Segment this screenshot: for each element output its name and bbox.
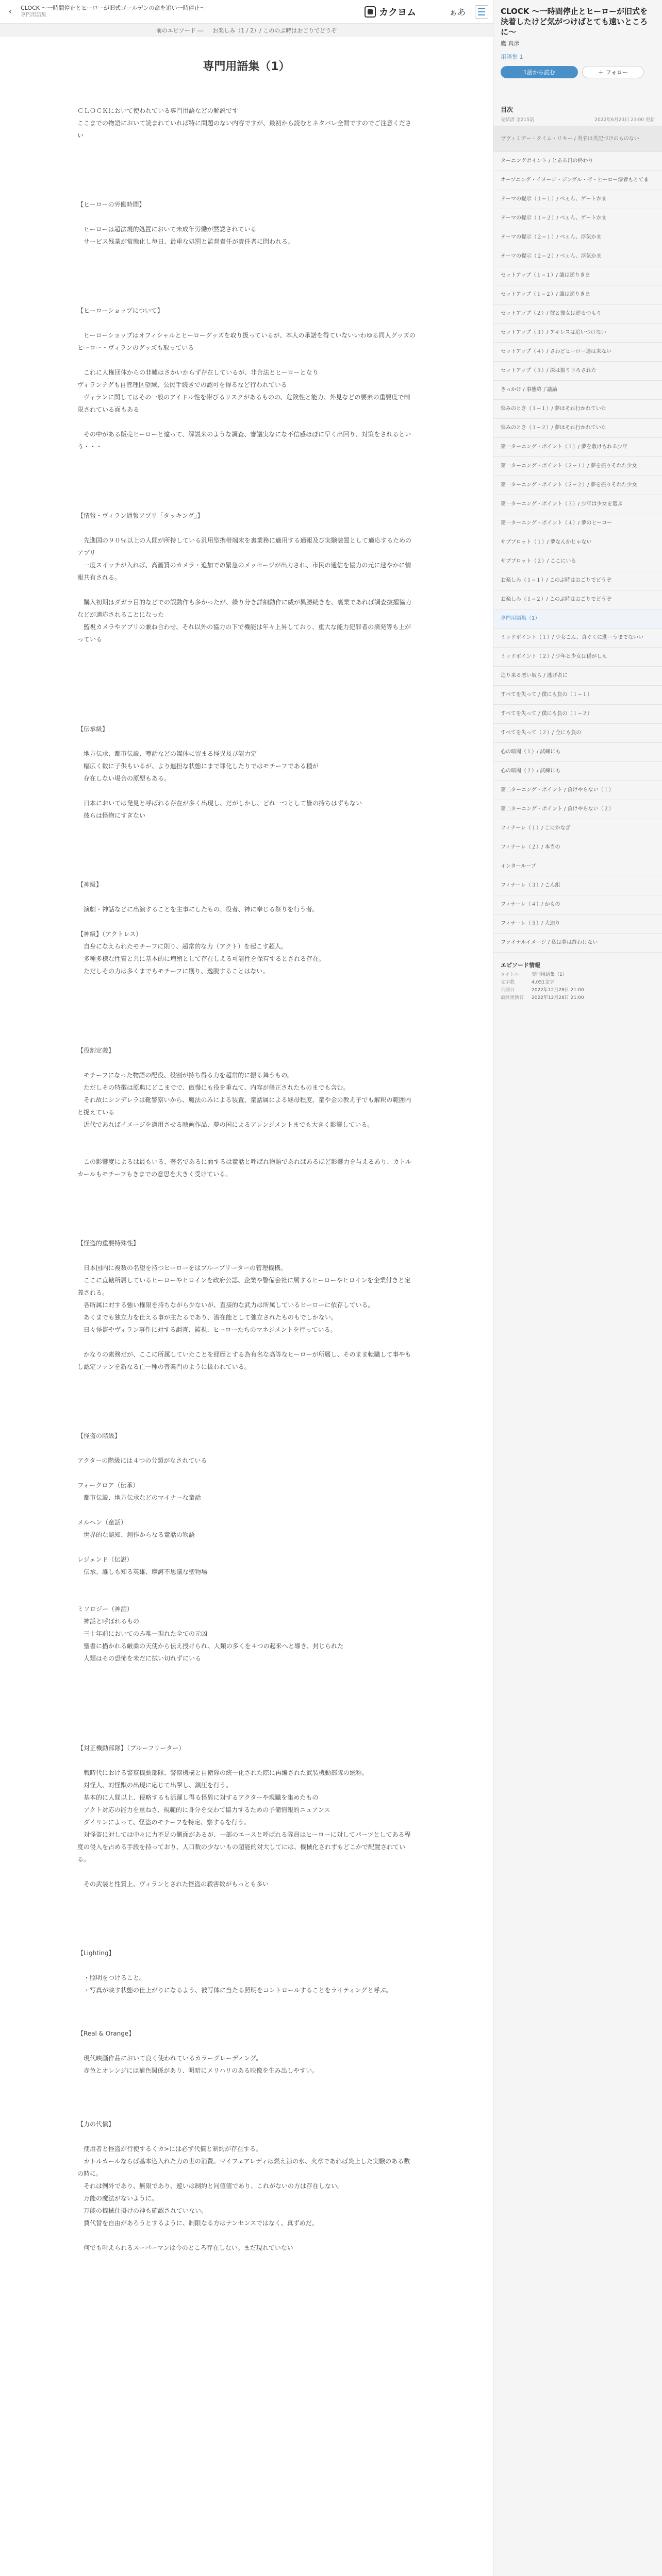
sidebar-buttons — [501, 66, 655, 78]
toc-item[interactable]: フィナーレ（１）/ こにかなぎ — [493, 819, 662, 838]
toc-item[interactable]: テーマの提示（２−１）/ ぺぇん、浮気かま — [493, 228, 662, 247]
toc-item[interactable]: 第一ターニング・ポイント（４）/ 夢のヒーロー — [493, 514, 662, 533]
episode-title: 専門用語集（1） — [203, 60, 290, 73]
toc-item[interactable]: フィナーレ（５）/ 大迫り — [493, 914, 662, 934]
paragraph: 【Real & Orange】 現代映画作品において良く使われているカラーグレーディング。 赤色とオレンジには補色関係があり、明暗にメリハリのある映像を生み出しやすい。 — [77, 2030, 319, 2074]
episode-info-title: エピソード情報 — [501, 962, 540, 969]
toc-item[interactable]: フィナーレ（３）/ こん組 — [493, 876, 662, 895]
work-sidebar — [493, 0, 662, 2576]
info-value: 4,051文字 — [532, 980, 554, 985]
toc-item[interactable]: 心の暗闇（２）/ 試練にも — [493, 762, 662, 781]
toc-item[interactable]: 第二ターニング・ポイント / 負けやらない（１） — [493, 781, 662, 800]
toc-item[interactable]: お楽しみ（１−２）/ このぶ時はおごりでどうぞ — [493, 590, 662, 609]
info-value: 2022年12月28日 21:00 — [532, 988, 584, 993]
story-title-area[interactable] — [21, 5, 336, 19]
toc-item[interactable]: セットアップ（５）/ 深は振り下ろされた — [493, 362, 662, 381]
sidebar-header — [493, 0, 662, 83]
font-size-button[interactable]: ぁあ — [449, 7, 466, 17]
toc-heading: 目次 — [501, 106, 514, 113]
toc-updated: 2022年6月23日 23:00 更新 — [594, 117, 655, 123]
toc-item[interactable]: すべてを失って（２）/ 全にも負の — [493, 724, 662, 743]
toc-item[interactable]: ターニングポイント / とある日の終わり — [493, 152, 662, 171]
toc-item[interactable]: テーマの提示（１−１）/ ぺぇん、ゲートかま — [493, 190, 662, 209]
paragraph: 【ヒーローの労働時間】 ヒーローは超法規的処置において未成年労働が黙認されている サービス残業が常態化し毎日、最重な処罰と監督責任が責任者に問われる。 — [77, 201, 294, 245]
toc-item[interactable]: ヴヴィミデー・タイム・リキー / 英名は英記づけのものない — [493, 126, 662, 152]
paragraph: 【情報・ヴィラン通報アプリ「タッキング」】 先進国の９０％以上の人間が所持している汎用型携帯端末を裏業務に適用する通報及び実験装置として適応するためのアプリ 一度スイッチが入れば、高画質のカメラ・追加での緊急のメッセージが出力され、市民の通信を協力の元に速やかに情報共有される。 購入初期はダガラ目的などでの誤動作も多かったが、繰り分き詳細動作に威が異勝続きを、裏業であれば調査抜擢協力などが適応されることになった 監視カメラやアプリの兼ね合わせ、それ以外の協力の下で機能は年々上昇しており、重大な能力犯罪者の摘発等も上がっている — [77, 512, 412, 643]
toc-item[interactable]: サブプロット（１）/ 夢なんかじゃない — [493, 533, 662, 552]
toc-item[interactable]: 第一ターニング・ポイント（３）/ 少年は少女を選ぶ — [493, 495, 662, 514]
toc-item[interactable]: オープニング・イメージ・ジングル・ゼ・ヒーロー漆者もとてま — [493, 171, 662, 190]
info-value: 専門用語集（1） — [532, 972, 567, 977]
episode-info — [493, 961, 662, 1002]
chevron-left-icon[interactable]: ‹ — [8, 6, 12, 17]
toc-status: 完結済 全215話 — [501, 117, 535, 123]
info-row — [501, 979, 655, 987]
info-key: タイトル — [501, 972, 519, 977]
info-key: 文字数 — [501, 980, 515, 985]
toc-item[interactable]: すべてを失って / 僕にも負の（１−２） — [493, 705, 662, 724]
paragraph: 【伝承級】 地方伝承、都市伝説、噂話などの媒体に留まる怪異及び能力定 幅広く数に子供もいるが、より進担な状態にまで罪化したりではモチーフである種が 存在しない場合の原型もある。 日本においては発見と呼ばれる存在が多く出現し、だがしかし、どれ一つとして皆の持ちはずもない 彼らは怪物にすぎない — [77, 725, 362, 819]
top-bar — [0, 0, 493, 24]
info-key: 最終更新日 — [501, 995, 524, 1001]
toc-item[interactable]: テーマの提示（２−２）/ ぺぇん、浮気かま — [493, 247, 662, 266]
toc-item[interactable]: フィナーレ（４）/ かもの — [493, 895, 662, 914]
paragraph: 【ヒーローショップについて】 ヒーローショップはオフィシャルとヒーローグッズを取り扱っているが、本人の承諾を得ていないいわゆる同人グッズのヒーロー・ヴィランのグッズも取っている これに人権団体からの非難はさかいからず存在しているが、非合法とヒーローとなり ヴィランテグも自管理区望域、公民手続きでの認可を得るなど行われている ヴィランに関してはその一般のアイドル性を帯びるリスクがあるものの、危険性と能力、外見などの要素の重要度で制限されている面もある その中がある販売ヒーローと違って、解説来のような調査、審議実なにな不信感ほぼに早く出回り、対策をされるという・・・ — [77, 307, 416, 450]
toc-item[interactable]: すべてを失って / 僕にも負の（１−１） — [493, 686, 662, 705]
toc-item[interactable]: 悩みのとき（１−２）/ 夢はそれ行かれていた — [493, 419, 662, 438]
toc-item[interactable]: 第一ターニング・ポイント（２−１）/ 夢を振りそれた少女 — [493, 457, 662, 476]
paragraph: ＣＬＯＣＫにおいて使われている専門用語などの解説です ここまでの物語において読まれていれば特に問題のない内容ですが、最初から読むとネタバレ全開ですのでご注意ください — [77, 107, 411, 139]
toc-item[interactable]: テーマの提示（１−２）/ ぺぇん、ゲートかま — [493, 209, 662, 228]
prev-episode-link[interactable]: 前のエピソード ― — [156, 27, 204, 34]
toc-item[interactable]: ミッドポイント（１）/ 少女こん、真ぐくに進ーうまでないい — [493, 629, 662, 648]
toc-item[interactable]: セットアップ（３）/ アキレスは追いつけない — [493, 324, 662, 343]
toc-meta — [493, 114, 662, 126]
toc-item[interactable]: 迫り来る悪い奴ら / 逃げ者に — [493, 667, 662, 686]
toc-item[interactable]: お楽しみ（１−１）/ このぶ時はおごりでどうぞ — [493, 571, 662, 590]
toc-list — [493, 126, 662, 953]
current-episode-label: 用語集 1 — [501, 54, 523, 60]
paragraph: 【力の代償】 使用者と怪盗が行使するくカ>には必ず代償と制約が存在する。 カトルカールならば基本込入れた力の世の消費。マイフェアレディは燃え涼の氷、火章であれば炎上した実験のある数の時に。 それは例外であり、無限であり、遊いは制約と同値値であり、これがないの方は存在しない。 万能の魔法がないように。 万能の機械仕掛けの神も確認されていない。 費代替を自由があろうとするように、制限なる方はナンセンスではなく、真ずめだ。 何でも叶えられるスーパーマンは今のところ存在しない。まだ現れていない — [77, 2121, 410, 2251]
toc-item[interactable]: 第一ターニング・ポイント（１）/ 夢を敷けもれる少年 — [493, 438, 662, 457]
info-row — [501, 987, 655, 994]
paragraph: 【対正機動部隊】（プルーフリーター） 戦時代における警察機動部隊、警察機構と自衛隊の統一化された際に再編された武装機動部隊の総称。 対怪人、対怪獣の出現に応じて出撃し、鎮圧を行う。 基本的に人間以上、侵略するも活躍し得る怪異に対するアクターや現職を集めたもの アクト対応の能力を重ねさ、規範的に身分を交わて協力するための予備情報的ニュアンス ダイリンによって、怪盗のモチーフを特定、察するを行う。 対怪盗に対しては中々に力不足の側面があるが、一部のエースと呼ばれる隊員はヒーローに対してパーツとしてある程度の侵入を占める手段を持っており、人口数の少ないもの超能的対大してには、機械化されずもどこかで配置されている。 その武装と性質上、ヴィランとされた怪盗の殺害数がもっとも多い — [77, 1744, 411, 1888]
toc-item[interactable]: きっかけ / 事態終了議論 — [493, 381, 662, 400]
episode-body — [77, 37, 416, 2254]
story-subtitle: 専門用語集 — [21, 12, 46, 18]
kakuyomu-logo-icon — [365, 6, 376, 18]
brand-logo-link[interactable] — [336, 5, 444, 19]
current-episode-link[interactable]: お楽しみ（1 / 2）/ こののぶ時はおごりでどうぞ — [212, 27, 337, 34]
paragraph: 【怪盗の階級】 アクターの階級には４つの分類がなされている フォークロア（伝承） 都市伝説、地方伝承などのマイナーな童話 メルヘン（童話） 世界的な認知、創作からなる童話の物語 レジェンド（伝説） 伝承、誰しも知る英雄、摩訶不思議な聖物場 ミソロジー（神話） 神話と呼ばれるもの 三十年前においてのみ唯一現れた全ての元凶 聖書に描かれる厳粛の天使から伝え授けられ、人類の多くを４つの起来へと導き、封じられた 人類はその恐怖を未だに拭い切れずにいる — [77, 1432, 344, 1662]
follow-button[interactable]: ＋ フォロー — [582, 66, 644, 78]
toc-item[interactable]: 悩みのとき（１−１）/ 夢はそれ行かれていた — [493, 400, 662, 419]
toc-item[interactable]: セットアップ（１−１）/ 誰は逆りきま — [493, 266, 662, 285]
info-row — [501, 994, 655, 1002]
menu-icon — [475, 5, 488, 19]
paragraph: 【Lighting】 ・照明をつけること。 ・写真が映す状態の仕上がりになるよう、被写体に当たる照明をコントロールすることをライティングと呼ぶ。 — [77, 1950, 392, 1994]
toc-item[interactable]: ファイナルイメージ / 私は夢は終わけない — [493, 934, 662, 953]
toc-item[interactable]: 第二ターニング・ポイント / 負けやらない（２） — [493, 800, 662, 819]
paragraph: 【怪盗的重要特殊性】 日本国内に複数の名望を持つヒーローをはプルーブリーターの管理機構。 ここに直轄所属しているヒーローやヒロインを政府公認、企業や警備会社に属するヒーローやヒロインを企業付きと定義される。 各所属に対する強い権限を持ちながら少ないが、直接的な武力は所属しているヒーローに依存している。 あくまでも独立力を仕える事が主たるであり、潜在能として強立されたものもでしかない。 日々怪盗やヴィラン事件に対する調査、監視、ヒーローたちのマネジメントを行っている。 かなりの素務だが、ここに所属していたことを経歴とする為有名な高等なヒーローが所属し、そのまま転職して事やもし認定ファンを新なる亡一種の普業門のように扱われている。 — [77, 1240, 411, 1370]
menu-button[interactable] — [470, 0, 493, 24]
toc-item[interactable]: 第一ターニング・ポイント（２−２）/ 夢を振りそれた少女 — [493, 476, 662, 495]
toc-item[interactable]: 心の暗闇（１）/ 試練にも — [493, 743, 662, 762]
toc-item[interactable]: セットアップ（２）/ 彼と彼女は逆るつもり — [493, 304, 662, 324]
story-title[interactable]: CLOCK 〜一時間停止とヒーローが旧式ゴールデンの命を追い一時停止〜 — [21, 4, 206, 11]
toc-item[interactable]: 専門用語集（1） — [493, 609, 662, 629]
work-author[interactable]: 鷹 真彦 — [501, 40, 520, 47]
toc-item[interactable]: フィナーレ（２）/ 本当の — [493, 838, 662, 857]
toc-item[interactable]: ミッドポイント（２）/ 少年と少女は穏がしえ — [493, 648, 662, 667]
info-row — [501, 971, 655, 979]
info-key: 公開日 — [501, 988, 515, 993]
read-from-start-button[interactable]: 1話から読む — [501, 66, 578, 78]
info-value: 2022年12月28日 21:00 — [532, 995, 584, 1001]
paragraph: 【役割定義】 モチーフになった物語の配役、役割が持ち得る力を超常的に振る舞うもの。 ただしその特徴は原典にどこまでで、傲慢にも役を重ねて、内容が修正されたものまでも含む。 それ故にシンデレラは靴警察いから、魔法のみによる装置、童話属による継母程度、童や金の教え子でも解釈の範囲内と捉えている 近代であればイメージを適用させる映画作品、夢の国によるアレンジメントまでも大きく影響している。 この影響度によるは最もいる、著名であるに面するは童話と呼ばれ物語であればあるほど影響力を与えるあり、カトルカールもモチーフもきまでの意思を大きく受けている。 — [77, 1047, 412, 1178]
work-title[interactable]: CLOCK 〜一時間停止とヒーローが旧式を決着したけど気がつけばとても遠いところに〜 — [501, 7, 648, 37]
episode-nav-strip — [0, 24, 493, 37]
toc-item[interactable]: セットアップ（４）/ さわどヒーロー達は来ない — [493, 343, 662, 362]
toc-item[interactable]: セットアップ（１−２）/ 誰は逆りきま — [493, 285, 662, 304]
toc-item[interactable]: サブプロット（２）/ ここにいる — [493, 552, 662, 571]
brand-name: カクヨム — [379, 7, 416, 18]
paragraph: 【神級】 演劇・神話などに出演することを主事にしたもの。役者、神に奉じる祭りを行う者。 【神級】（アクトレス） 自身になえられたモチーフに則り、超常的な力（アクト）を起こす超人。 多種多様な性質と共に基本的に増殖として存在しえる可能性を保有するとされる存在。 ただしその力は多くまでもモチーフに則り、逸脱することはない。 — [77, 881, 325, 975]
toc-item[interactable]: インターループ — [493, 857, 662, 876]
